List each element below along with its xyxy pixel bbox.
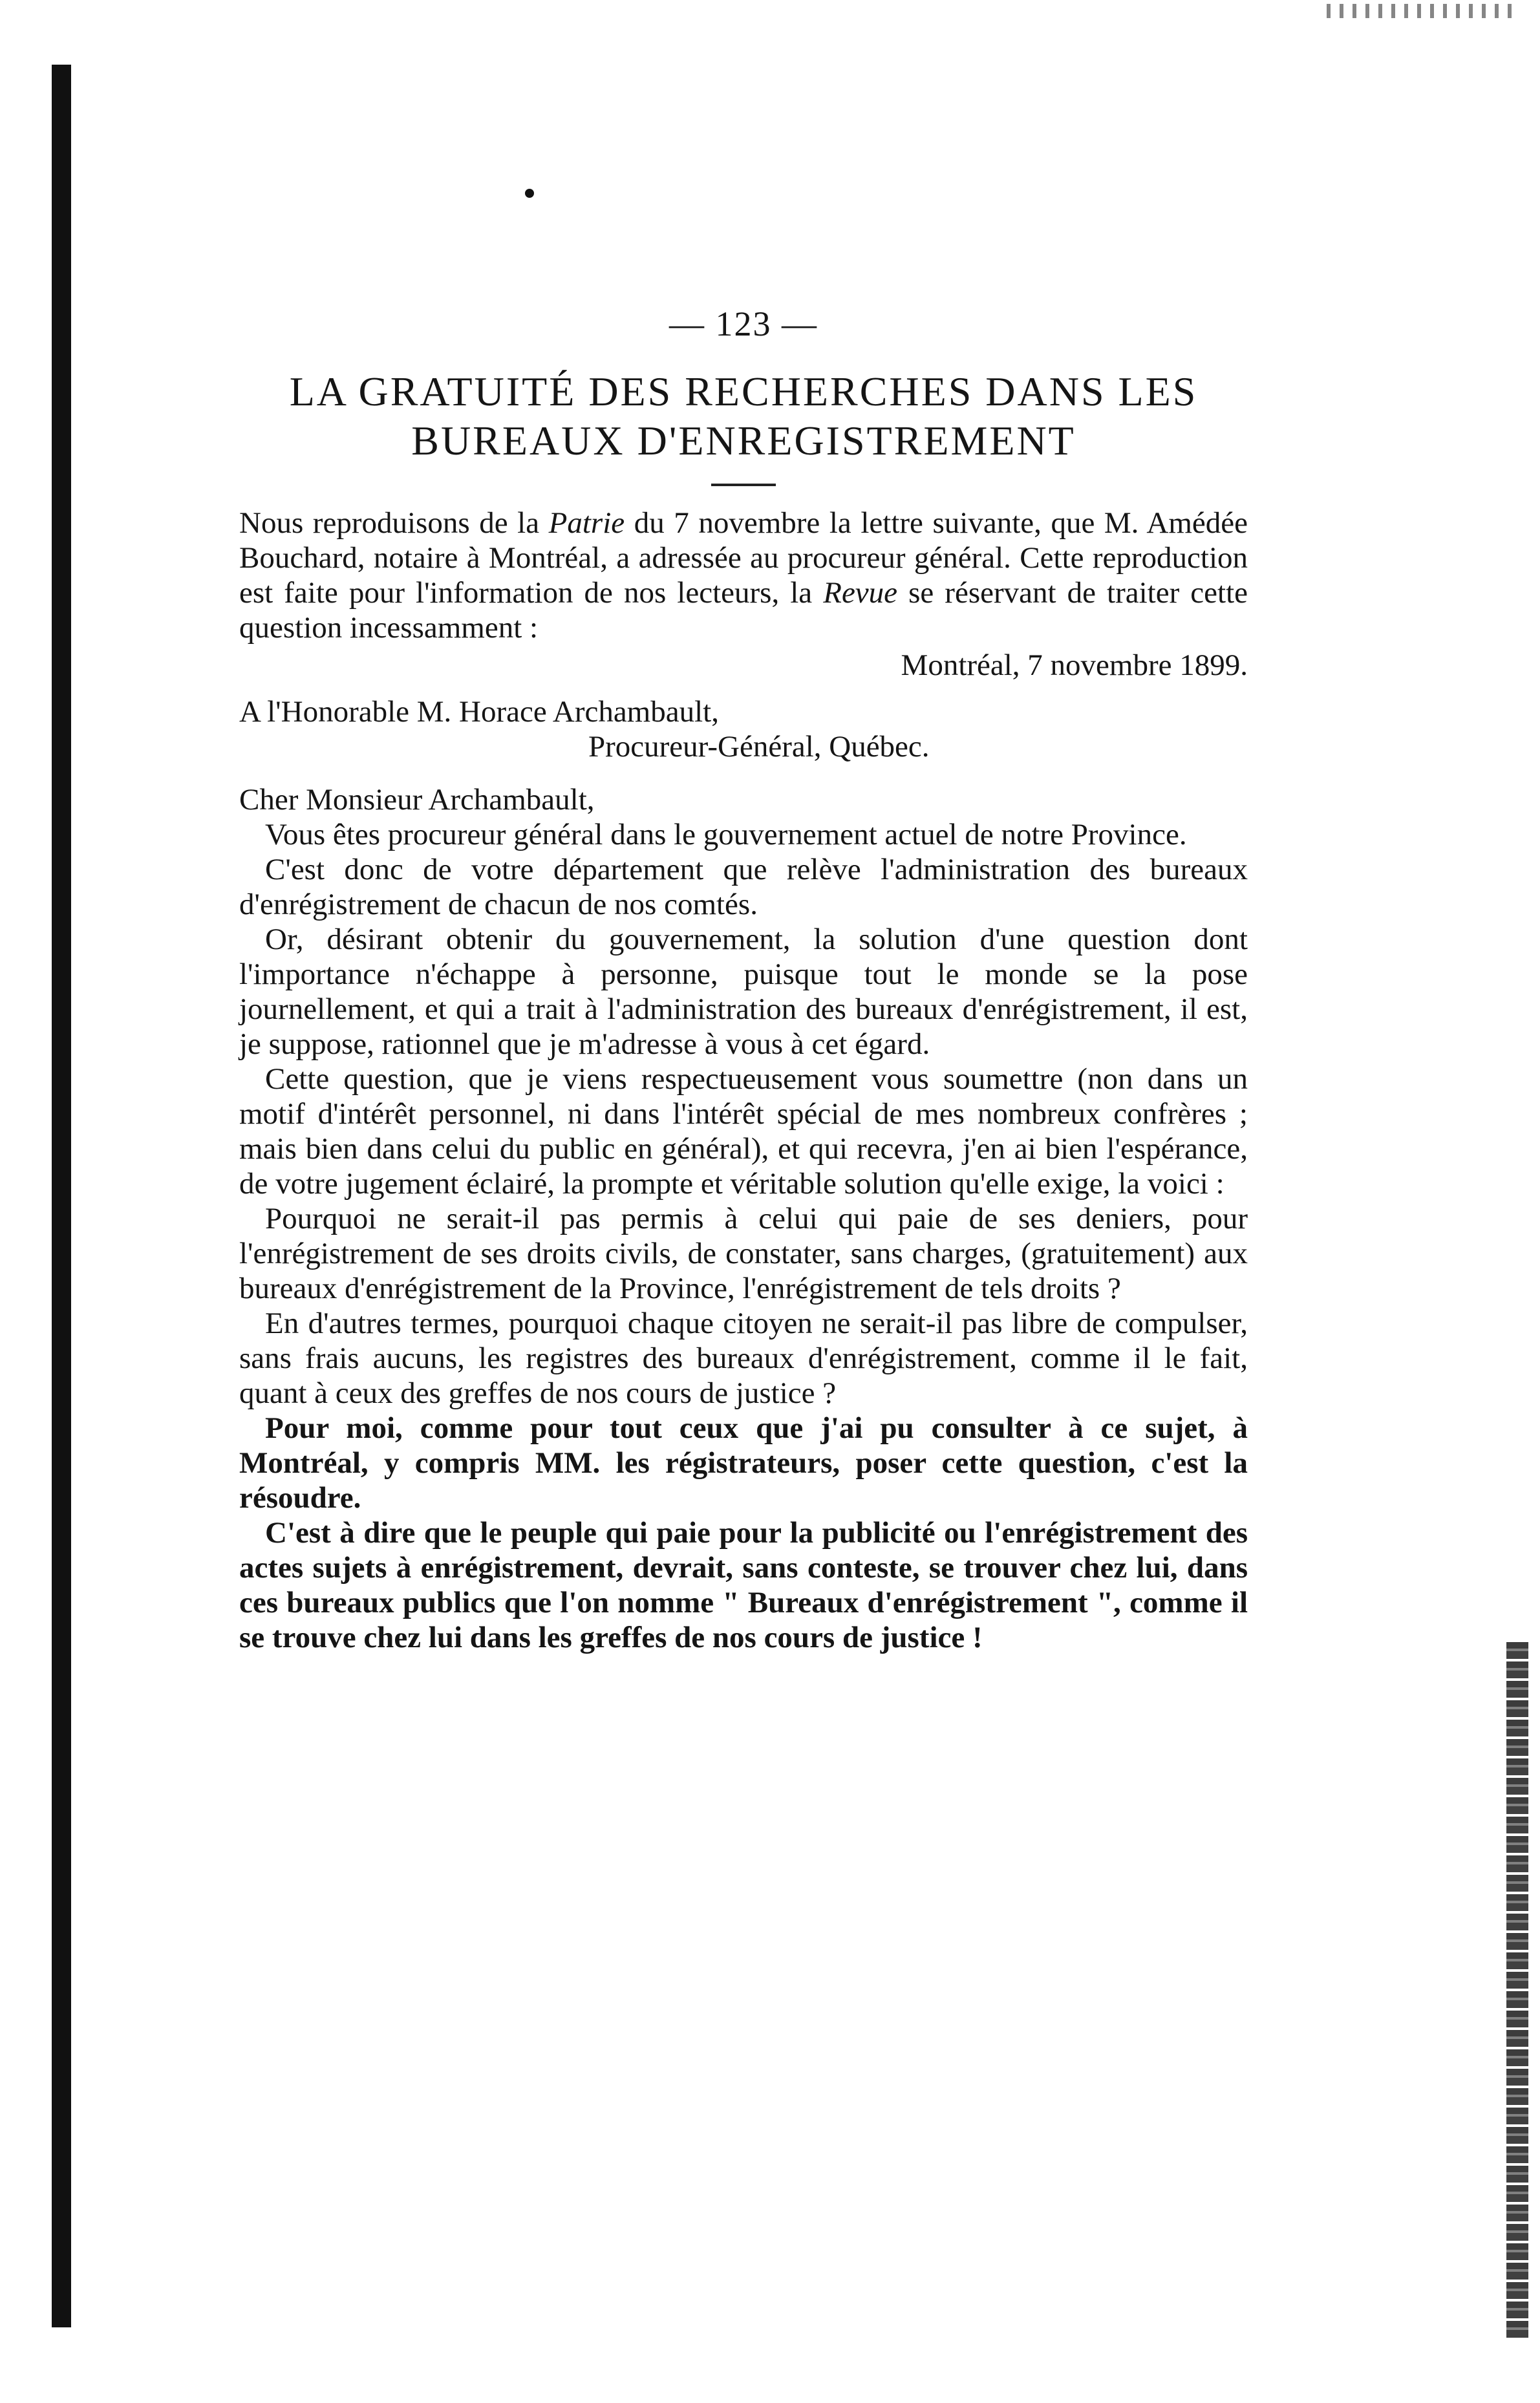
scan-page-edge <box>1506 1642 1528 2340</box>
letter-dateline: Montréal, 7 novembre 1899. <box>901 648 1248 682</box>
letter-paragraph: Vous êtes procureur général dans le gouvernement actuel de notre Province. <box>265 818 1187 851</box>
article-title <box>239 367 1248 465</box>
scan-specks <box>1327 4 1521 18</box>
letter-paragraph: Pourquoi ne serait-il pas permis à celui qui paie de ses deniers, pour l'enrégistrement de ses droits civils, de constater, sans charges, (gratuitement) aux bureaux d'enrégistrement de la Province, l'enrégistrement de tels droits ? <box>239 1202 1248 1305</box>
revue-title: Revue <box>823 576 898 610</box>
intro-text: du 7 novembre la lettre suivante, que M. Amédée Bouchard, notaire à Montréal, a adressée au procureur général. Cette reproduction est faite pour l'information de nos lecteurs, la <box>239 506 1248 610</box>
letter-paragraph: C'est à dire que le peuple qui paie pour la publicité ou l'enrégistrement des actes sujets à enrégistrement, devrait, sans conteste, se trouver chez lui, dans ces bureaux publics que l'on nomme " Bureaux d'enrégistrement ", comme il se trouve chez lui dans les greffes de nos cours de justice ! <box>239 1516 1248 1654</box>
letter-addressee-role: Procureur-Général, Québec. <box>588 730 930 764</box>
document-page <box>239 304 1248 1655</box>
intro-text: Nous reproduisons de la <box>239 506 549 540</box>
letter-paragraph: En d'autres termes, pourquoi chaque citoyen ne serait-il pas libre de compulser, sans frais aucuns, les registres des bureaux d'enrégistrement, comme il le fait, quant à ceux des greffes de nos cours de justice ? <box>239 1307 1248 1410</box>
letter-salutation: Cher Monsieur Archambault, <box>239 783 595 817</box>
title-line-2: BUREAUX D'ENREGISTREMENT <box>411 418 1076 464</box>
title-rule <box>711 484 776 486</box>
letter-paragraph: Cette question, que je viens respectueusement vous soumettre (non dans un motif d'intérêt personnel, ni dans l'intérêt spécial de mes nombreux confrères ; mais bien dans celui du public en général), et qui recevra, j'en ai bien l'espérance, de votre jugement éclairé, la prompte et véritable solution qu'elle exige, la voici : <box>239 1062 1248 1201</box>
letter-addressee: A l'Honorable M. Horace Archambault, <box>239 695 719 729</box>
letter-paragraph: Or, désirant obtenir du gouvernement, la solution d'une question dont l'importance n'échappe à personne, puisque tout le monde se la pose journellement, et qui a trait à l'administration des bureaux d'enrégistrement, il est, je suppose, rationnel que je m'adresse à vous à cet égard. <box>239 923 1248 1061</box>
letter-paragraph: Pour moi, comme pour tout ceux que j'ai pu consulter à ce sujet, à Montréal, y compris MM. les régistrateurs, poser cette question, c'est la résoudre. <box>239 1411 1248 1515</box>
intro-paragraph <box>239 506 1248 645</box>
scan-binding-edge <box>52 65 71 2327</box>
page-number: — 123 — <box>669 304 818 343</box>
article-body <box>239 506 1248 1655</box>
intro-text: se réservant de traiter cette question incessamment : <box>239 576 1248 645</box>
letter-paragraph: C'est donc de votre département que relève l'administration des bureaux d'enrégistrement de chacun de nos comtés. <box>239 853 1248 921</box>
patrie-title: Patrie <box>548 506 625 540</box>
title-line-1: LA GRATUITÉ DES RECHERCHES DANS LES <box>289 368 1198 414</box>
scan-speck <box>525 189 534 198</box>
